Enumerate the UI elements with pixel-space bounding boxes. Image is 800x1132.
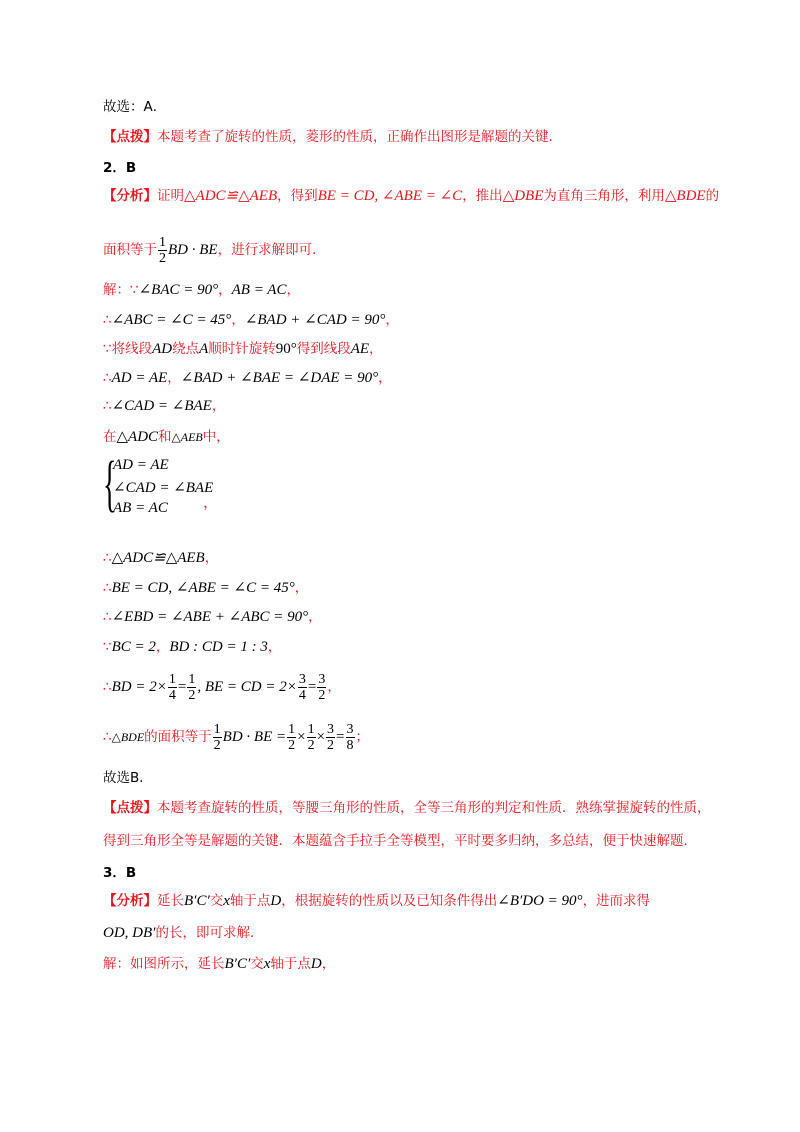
solution-line-10 xyxy=(103,637,281,657)
math: = xyxy=(307,679,317,695)
text: 轴于点 xyxy=(270,956,311,972)
analysis-tag: 【分析】 xyxy=(103,893,157,909)
tip-line-1 xyxy=(103,127,562,147)
text: 为直角三角形，利用 xyxy=(543,188,665,204)
math: △AEB xyxy=(171,430,203,444)
text: ， xyxy=(321,956,336,972)
solution-line-3 xyxy=(103,339,383,359)
text: ， xyxy=(218,282,232,298)
text: 得到线段 xyxy=(296,341,351,357)
text: 的 xyxy=(705,188,720,204)
math: △DBE xyxy=(502,188,544,204)
fraction: $\frac{3}{8}$ xyxy=(346,721,354,753)
text: 2．B xyxy=(103,160,137,176)
text: ， xyxy=(167,370,181,386)
math: × xyxy=(316,729,326,745)
fraction: $\frac{3}{4}$ xyxy=(298,671,306,703)
math: AD xyxy=(152,341,173,357)
system-row: AD = AE xyxy=(113,457,169,473)
solution-line-2 xyxy=(103,310,399,330)
solution-line-9 xyxy=(103,607,322,627)
math: ∠B′DO = 90° xyxy=(497,893,583,909)
math: △BDE xyxy=(664,188,706,204)
tip-tag: 【点拨】 xyxy=(103,800,157,816)
text: 延长 xyxy=(157,893,184,909)
text: ， xyxy=(231,312,245,328)
answer-line-2 xyxy=(103,768,153,788)
text: ； xyxy=(355,729,370,745)
brace-icon: { xyxy=(103,450,117,518)
text: 和 xyxy=(158,429,172,445)
math: △ADC xyxy=(116,429,159,445)
because-symbol: ∵ xyxy=(103,639,112,655)
math: BE = CD, ∠ABE = ∠C xyxy=(317,188,463,204)
math: D xyxy=(310,956,322,972)
math: ∠CAD = ∠BAE xyxy=(111,398,212,414)
solution-line-7 xyxy=(103,548,218,568)
because-symbol: ∵ xyxy=(103,341,112,357)
text: 故选B． xyxy=(103,770,153,786)
text: 交 xyxy=(250,956,264,972)
text: ， xyxy=(378,370,392,386)
text: 故选：A． xyxy=(103,99,167,115)
math: ∠BAC = 90° xyxy=(138,282,219,298)
text: 得到三角形全等是解题的关键．本题蕴含手拉手全等模型，平时要多归纳，多总结，便于快速解题． xyxy=(103,833,697,849)
therefore-symbol: ∴ xyxy=(103,550,112,566)
therefore-symbol: ∴ xyxy=(103,312,112,328)
therefore-symbol: ∴ xyxy=(103,370,112,386)
math: x xyxy=(263,956,271,972)
text: 在 xyxy=(103,429,117,445)
solution-line-5 xyxy=(103,396,225,416)
tip-line-2b xyxy=(103,831,697,851)
text: ， xyxy=(327,679,341,695)
math: × xyxy=(297,729,306,745)
fraction: $\frac{1}{2}$ xyxy=(188,671,196,703)
math: ∠BAD + ∠BAE = ∠DAE = 90° xyxy=(180,370,379,386)
math: D xyxy=(270,893,282,909)
math: △ADC≌△AEB xyxy=(111,550,205,566)
math: A xyxy=(199,341,209,357)
math: = xyxy=(336,729,345,745)
therefore-symbol: ∴ xyxy=(103,609,112,625)
text: 本题考查旋转的性质，等腰三角形的性质，全等三角形的判定和性质．熟练掌握旋转的性质， xyxy=(157,800,711,816)
analysis-line-2b xyxy=(103,230,326,270)
math: BD · BE xyxy=(168,242,218,258)
answer-line-1 xyxy=(103,97,166,117)
fraction: $\frac{1}{2}$ xyxy=(307,721,315,753)
analysis-line-3 xyxy=(103,891,650,911)
analysis-line-2 xyxy=(103,186,719,206)
text: 绕点 xyxy=(172,341,200,357)
text: ， xyxy=(204,550,219,566)
solution-line-6 xyxy=(103,427,230,447)
because-symbol: ∵ xyxy=(130,282,139,298)
text: 中， xyxy=(202,429,230,445)
solution-line-1 xyxy=(103,280,300,300)
math: BD · BE = xyxy=(222,729,287,745)
solution-line-8 xyxy=(103,578,308,598)
text: 顺时针旋转 xyxy=(208,341,276,357)
math: OD, DB′ xyxy=(103,925,156,941)
math: AE xyxy=(350,341,370,357)
text: ， xyxy=(294,580,309,596)
text: ，推出 xyxy=(462,188,503,204)
math: BD = 2× xyxy=(111,679,167,695)
tip-tag: 【点拨】 xyxy=(103,129,157,145)
math: B′C′ xyxy=(224,956,251,972)
text: ， xyxy=(369,341,383,357)
text: 的长，即可求解． xyxy=(155,925,264,941)
solution-line-4 xyxy=(103,368,392,388)
text: ， xyxy=(308,609,322,625)
text: 解： xyxy=(103,282,130,298)
text: 的面积等于 xyxy=(144,729,212,745)
tip-line-2a xyxy=(103,798,711,818)
math: BE = CD, ∠ABE = ∠C = 45° xyxy=(111,580,295,596)
math: = xyxy=(177,679,187,695)
math: B′C′ xyxy=(184,893,210,909)
system-row: AB = AC xyxy=(113,500,168,516)
fraction: $\frac{1}{2}$ xyxy=(159,234,166,266)
text: 面积等于 xyxy=(103,242,157,258)
therefore-symbol: ∴ xyxy=(103,398,112,414)
math: x xyxy=(223,893,230,909)
solution-line-11 xyxy=(103,668,341,706)
text: 将线段 xyxy=(111,341,153,357)
solution-line-13 xyxy=(103,954,335,974)
text: 解：如图所示，延长 xyxy=(103,956,225,972)
text: ， xyxy=(267,639,282,655)
math: ∠ABC = ∠C = 45° xyxy=(111,312,232,328)
question-number-2 xyxy=(103,158,136,178)
math: BC = 2 xyxy=(111,639,156,655)
math: BD : CD = 1 : 3 xyxy=(169,639,268,655)
text: ， xyxy=(211,398,226,414)
solution-line-12 xyxy=(103,718,369,756)
fraction: $\frac{1}{4}$ xyxy=(168,671,176,703)
therefore-symbol: ∴ xyxy=(103,679,112,695)
therefore-symbol: ∴ xyxy=(103,580,112,596)
analysis-tag: 【分析】 xyxy=(103,188,157,204)
math: , BE = CD = 2× xyxy=(197,679,297,695)
system-row: ∠CAD = ∠BAE xyxy=(113,480,214,496)
math: ∠BAD + ∠CAD = 90° xyxy=(244,312,386,328)
text: ， xyxy=(155,639,170,655)
fraction: $\frac{3}{2}$ xyxy=(318,671,326,703)
text: 3．B xyxy=(103,865,137,881)
text: ， xyxy=(203,495,219,511)
text: ，进行求解即可． xyxy=(217,242,326,258)
fraction: $\frac{3}{2}$ xyxy=(327,721,335,753)
math: AD = AE xyxy=(111,370,168,386)
text: ， xyxy=(286,282,300,298)
question-number-3 xyxy=(103,863,136,883)
math: △ADC≌△AEB xyxy=(184,188,278,204)
text: 本题考查了旋转的性质，菱形的性质，正确作出图形是解题的关键． xyxy=(157,129,562,145)
text: ， xyxy=(385,312,399,328)
math: △BDE xyxy=(111,730,145,744)
math: AB = AC xyxy=(231,282,287,298)
analysis-line-3b xyxy=(103,923,263,943)
therefore-symbol: ∴ xyxy=(103,729,112,745)
text: 证明 xyxy=(157,188,184,204)
text: ，进而求得 xyxy=(582,893,651,909)
text: 交 xyxy=(209,893,224,909)
math: 90° xyxy=(275,341,297,357)
math: ∠EBD = ∠ABE + ∠ABC = 90° xyxy=(111,609,309,625)
text: 轴于点 xyxy=(229,893,271,909)
fraction: $\frac{1}{2}$ xyxy=(288,721,296,753)
text: ，根据旋转的性质以及已知条件得出 xyxy=(281,893,498,909)
fraction: $\frac{1}{2}$ xyxy=(213,721,221,753)
text: ，得到 xyxy=(277,188,318,204)
